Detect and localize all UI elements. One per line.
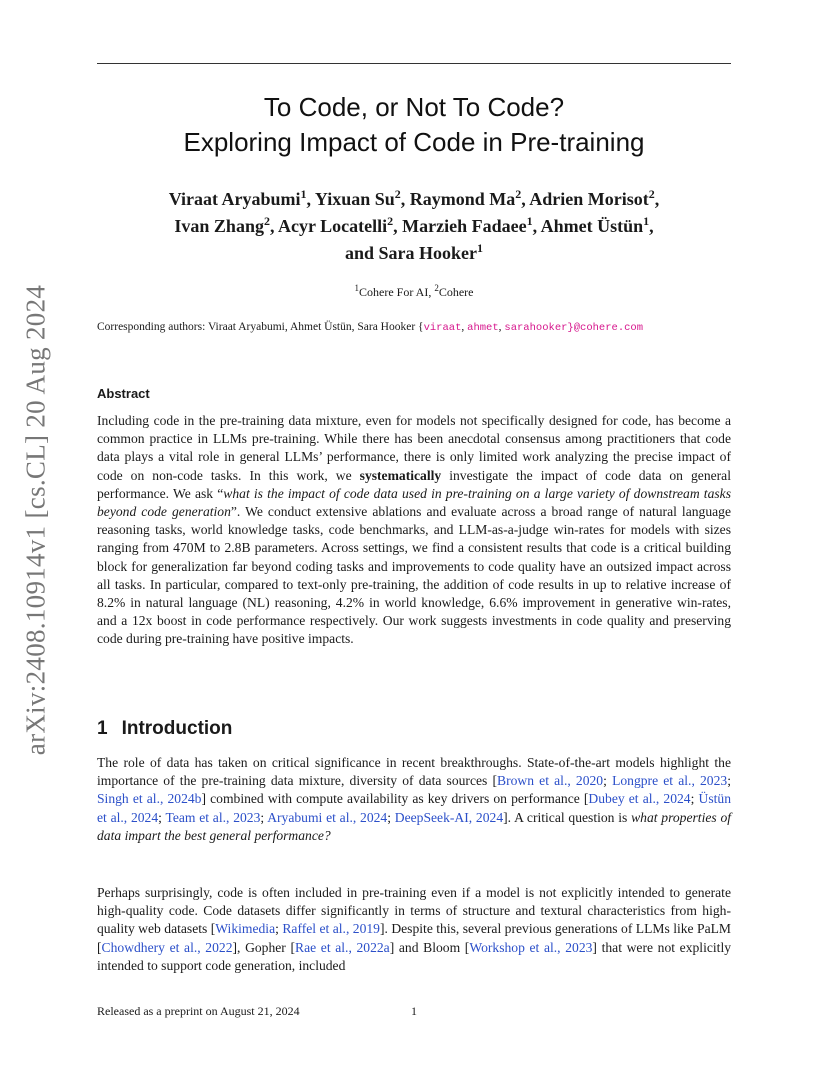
citation-link[interactable]: Raffel et al., 2019	[282, 921, 380, 937]
citation-link[interactable]: Workshop et al., 2023	[469, 939, 593, 955]
abstract-text: investigate the impact of code data on general performance. We ask “	[97, 467, 731, 501]
section-number: 1	[97, 718, 108, 739]
author: Sara Hooker	[378, 243, 478, 263]
abstract-heading: Abstract	[97, 386, 150, 401]
author: Yixuan Su	[314, 189, 395, 209]
body-text: ] and Bloom [	[389, 939, 470, 955]
affiliation-marker: 2	[387, 214, 394, 228]
body-text: ]. Despite this, several previous generations of LLMs like PaLM [	[97, 921, 731, 955]
email-link-sarahooker[interactable]: sarahooker	[504, 322, 568, 334]
author: Marzieh Fadaee	[402, 216, 527, 236]
body-question: what properties of data impart the best general performance?	[97, 809, 732, 843]
email-brace-open: {	[418, 321, 424, 333]
email-link-viraat[interactable]: viraat	[423, 322, 462, 334]
body-text: ;	[275, 921, 283, 937]
section-title: Introduction	[121, 718, 233, 739]
abstract-text: Including code in the pre-training data mixture, even for models not specifically designed for code, has become a common practice in LLMs pre-training. While there has been anecdotal consensus among practitioners that code data plays a vital role in general LLMs’ performance, there is only limited work analyzing the precise impact of code on non-code tasks. In this work, we	[97, 413, 731, 483]
body-text: ;	[158, 809, 166, 825]
body-text: ]. A critical question is	[503, 809, 632, 825]
body-text: ;	[727, 773, 731, 789]
affiliation-marker: 1	[354, 283, 359, 293]
email-link-ahmet[interactable]: ahmet	[467, 322, 499, 334]
affiliation-marker: 1	[300, 187, 307, 201]
footer-release-note: Released as a preprint on August 21, 2024	[97, 1004, 300, 1018]
citation-link[interactable]: DeepSeek-AI, 2024	[394, 809, 504, 825]
email-separator: ,	[498, 321, 505, 333]
corresponding-authors	[97, 321, 757, 334]
corresponding-prefix: Corresponding authors: Viraat Aryabumi, Ahmet Üstün, Sara Hooker	[97, 321, 419, 333]
email-separator: ,	[461, 321, 468, 333]
author: Ahmet Üstün	[540, 216, 644, 236]
author-conjunction: and	[344, 243, 379, 263]
citation-link[interactable]: Rae et al., 2022a	[295, 939, 390, 955]
body-text: ] combined with compute availability as key drivers on performance [	[201, 791, 589, 807]
email-domain[interactable]: }@cohere.com	[567, 322, 644, 334]
citation-link[interactable]: Wikimedia	[215, 921, 276, 937]
abstract-text: ”. We conduct extensive ablations and evaluate across a broad range of natural language reasoning tasks, world knowledge tasks, code benchmarks, and LLM-as-a-judge win-rates for models with sizes ranging from 470M to 2.8B parameters. Across settings, we find a consistent results that code is a critical building block for generalization far beyond coding tasks and improvements to code quality have an outsized impact across all tasks. In particular, compared to text-only pre-training, the addition of code results in up to relative increase of 8.2% in natural language (NL) reasoning, 4.2% in world knowledge, 6.6% improvement in generative win-rates, and a 12x boost in code performance respectively. Our work suggests investments in code quality and preserving code during pre-training have positive impacts.	[97, 504, 731, 647]
title-line-1: To Code, or Not To Code?	[263, 92, 565, 122]
arxiv-identifier: arXiv:2408.10914v1 [cs.CL] 20 Aug 2024	[20, 284, 51, 756]
affiliation-marker: 1	[526, 214, 533, 228]
abstract-question: what is the impact of code data used in pre-training on a large variety of downstream tasks beyond code generation	[97, 485, 731, 520]
body-text: ], Gopher [	[232, 939, 296, 955]
affiliation-marker: 2	[434, 283, 439, 293]
body-text: The role of data has taken on critical significance in recent breakthroughs. State-of-the-art models highlight the importance of the pre-training data mixture, diversity of data sources [	[97, 755, 731, 789]
citation-link[interactable]: Üstün et al., 2024	[97, 791, 731, 825]
abstract-emphasis: systematically	[359, 467, 442, 483]
page-number: 1	[411, 1004, 417, 1018]
author-list	[97, 186, 731, 267]
author-line-1: Viraat Aryabumi$^1$, Yixuan Su$^2$, Raymond Ma$^2$, Adrien Morisot$^2$,	[168, 187, 660, 209]
affiliations	[97, 283, 731, 300]
paper-title	[97, 90, 731, 160]
intro-paragraph-2	[97, 884, 731, 975]
affiliation-marker: 2	[394, 187, 401, 201]
affiliation-org: Cohere	[438, 285, 474, 299]
affiliation-marker: 2	[648, 187, 655, 201]
author: Raymond Ma	[409, 189, 516, 209]
body-text: Perhaps surprisingly, code is often included in pre-training even if a model is not explicitly intended to generate high-quality code. Code datasets differ significantly in terms of structure and textural characteristics from high-quality web datasets [	[97, 885, 731, 937]
author-line-3	[97, 240, 731, 267]
title-line-2: Exploring Impact of Code in Pre-training	[183, 127, 645, 157]
affiliation-marker: 2	[263, 214, 270, 228]
abstract-body	[97, 412, 731, 649]
top-rule	[97, 63, 731, 64]
citation-link[interactable]: Dubey et al., 2024	[588, 791, 691, 807]
affiliation-marker: 1	[643, 214, 650, 228]
citation-link[interactable]: Team et al., 2023	[165, 809, 261, 825]
intro-paragraph-1	[97, 754, 731, 845]
citation-link[interactable]: Longpre et al., 2023	[612, 773, 728, 789]
body-text: ;	[690, 791, 699, 807]
body-text: ;	[387, 809, 395, 825]
author: Ivan Zhang	[174, 216, 264, 236]
author-line-2: Ivan Zhang$^2$, Acyr Locatelli$^2$, Marzieh Fadaee$^1$, Ahmet Üstün$^1$,	[174, 214, 654, 236]
citation-link[interactable]: Singh et al., 2024b	[97, 791, 202, 807]
author: Adrien Morisot	[529, 189, 649, 209]
affiliation-org: Cohere For AI,	[359, 285, 435, 299]
citation-link[interactable]: Brown et al., 2020	[497, 773, 604, 789]
body-text: ] that were not explicitly intended to support code generation, included	[97, 939, 732, 973]
author: Viraat Aryabumi	[168, 189, 301, 209]
citation-link[interactable]: Aryabumi et al., 2024	[267, 809, 388, 825]
body-text: ;	[603, 773, 613, 789]
affiliation-marker: 1	[477, 241, 484, 255]
citation-link[interactable]: Chowdhery et al., 2022	[101, 939, 233, 955]
affiliation-marker: 2	[515, 187, 522, 201]
body-text: ;	[260, 809, 268, 825]
section-heading-introduction	[97, 718, 232, 740]
author: Acyr Locatelli	[277, 216, 388, 236]
